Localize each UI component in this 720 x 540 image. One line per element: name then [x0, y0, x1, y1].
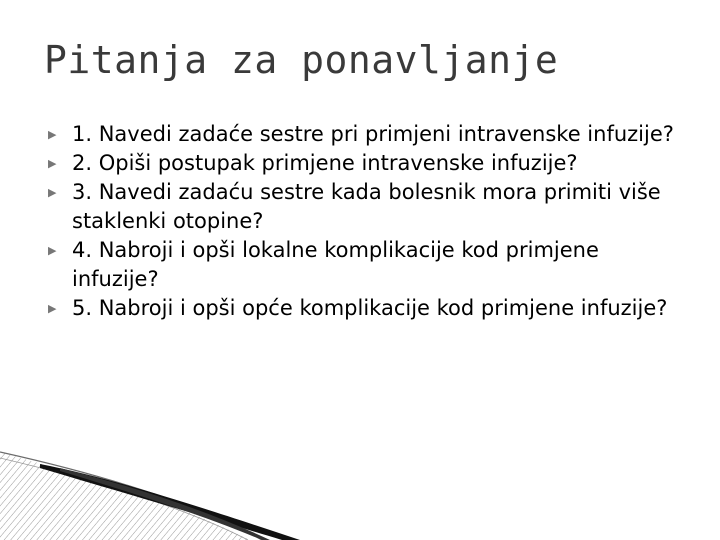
list-item: [48, 236, 678, 294]
box-arrow-icon: ▶: [48, 244, 57, 257]
question-text: 2. Opiši postupak primjene intravenske infuzije?: [72, 151, 578, 175]
box-arrow-icon: ▶: [48, 186, 57, 199]
question-text: 4. Nabroji i opši lokalne komplikacije kod primjene infuzije?: [72, 238, 599, 291]
question-text: 1. Navedi zadaće sestre pri primjeni intravenske infuzije?: [72, 122, 674, 146]
list-item: [48, 120, 678, 149]
slide-title: Pitanja za ponavljanje: [44, 38, 559, 82]
list-item: [48, 178, 678, 236]
box-arrow-icon: ▶: [48, 128, 57, 141]
question-text: 5. Nabroji i opši opće komplikacije kod primjene infuzije?: [72, 296, 668, 320]
box-arrow-icon: ▶: [48, 302, 57, 315]
box-arrow-icon: ▶: [48, 157, 57, 170]
list-item: [48, 294, 678, 323]
question-text: 3. Navedi zadaću sestre kada bolesnik mora primiti više staklenki otopine?: [72, 180, 661, 233]
question-list: [48, 120, 678, 323]
list-item: [48, 149, 678, 178]
